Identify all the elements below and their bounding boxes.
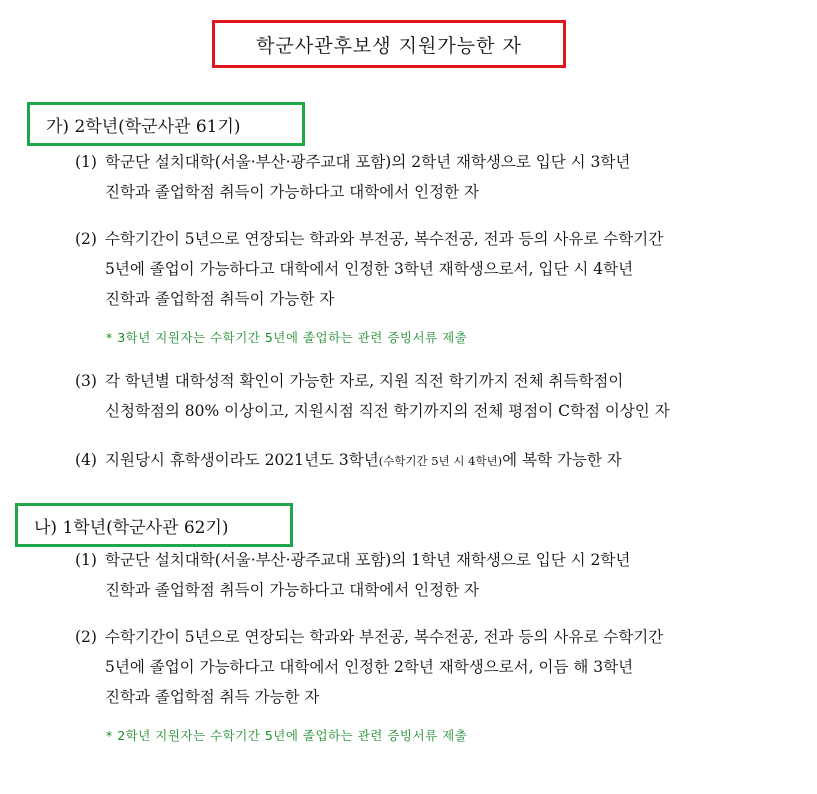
item-line: 학군단 설치대학(서울·부산·광주교대 포함)의 2학년 재학생으로 입단 시 3학년 — [105, 153, 631, 171]
item-line: 신청학점의 80% 이상이고, 지원시점 직전 학기까지의 전체 평점이 C학점 이상인 자 — [105, 402, 670, 420]
item-number: (1) — [75, 153, 97, 171]
item-number: (4) — [75, 451, 97, 469]
item-line: 에 복학 가능한 자 — [502, 451, 622, 469]
list-item — [75, 366, 805, 426]
item-line: 진학과 졸업학점 취득 가능한 자 — [105, 688, 320, 706]
item-line: 5년에 졸업이 가능하다고 대학에서 인정한 3학년 재학생으로서, 입단 시 4학년 — [105, 260, 634, 278]
item-line: 진학과 졸업학점 취득이 가능하다고 대학에서 인정한 자 — [105, 183, 479, 201]
item-number: (1) — [75, 551, 97, 569]
item-line: 진학과 졸업학점 취득이 가능하다고 대학에서 인정한 자 — [105, 581, 479, 599]
item-number: (2) — [75, 230, 97, 248]
section-heading-1st-year: 나) 1학년(학군사관 62기) — [15, 503, 293, 547]
list-item — [75, 545, 805, 605]
note-text: * 3학년 지원자는 수학기간 5년에 졸업하는 관련 증빙서류 제출 — [106, 330, 468, 345]
list-item — [75, 224, 805, 314]
item-line: 5년에 졸업이 가능하다고 대학에서 인정한 2학년 재학생으로서, 이듬 해 3학년 — [105, 658, 634, 676]
item-line: 수학기간이 5년으로 연장되는 학과와 부전공, 복수전공, 전과 등의 사유로 수학기간 — [105, 230, 664, 248]
list-item — [75, 622, 805, 712]
item-line: 진학과 졸업학점 취득이 가능한 자 — [105, 290, 335, 308]
item-line: 수학기간이 5년으로 연장되는 학과와 부전공, 복수전공, 전과 등의 사유로 수학기간 — [105, 628, 664, 646]
item-line-small: (수학기간 5년 시 4학년) — [378, 454, 503, 468]
list-item — [75, 147, 805, 207]
page-title: 학군사관후보생 지원가능한 자 — [212, 20, 566, 68]
list-item — [75, 445, 805, 476]
item-line: 학군단 설치대학(서울·부산·광주교대 포함)의 1학년 재학생으로 입단 시 2학년 — [105, 551, 631, 569]
item-number: (2) — [75, 628, 97, 646]
item-line: 각 학년별 대학성적 확인이 가능한 자로, 지원 직전 학기까지 전체 취득학점이 — [105, 372, 624, 390]
item-number: (3) — [75, 372, 97, 390]
section-heading-2nd-year: 가) 2학년(학군사관 61기) — [27, 102, 305, 146]
note-text: * 2학년 지원자는 수학기간 5년에 졸업하는 관련 증빙서류 제출 — [106, 728, 468, 743]
item-line: 지원당시 휴학생이라도 2021년도 3학년 — [105, 451, 379, 469]
